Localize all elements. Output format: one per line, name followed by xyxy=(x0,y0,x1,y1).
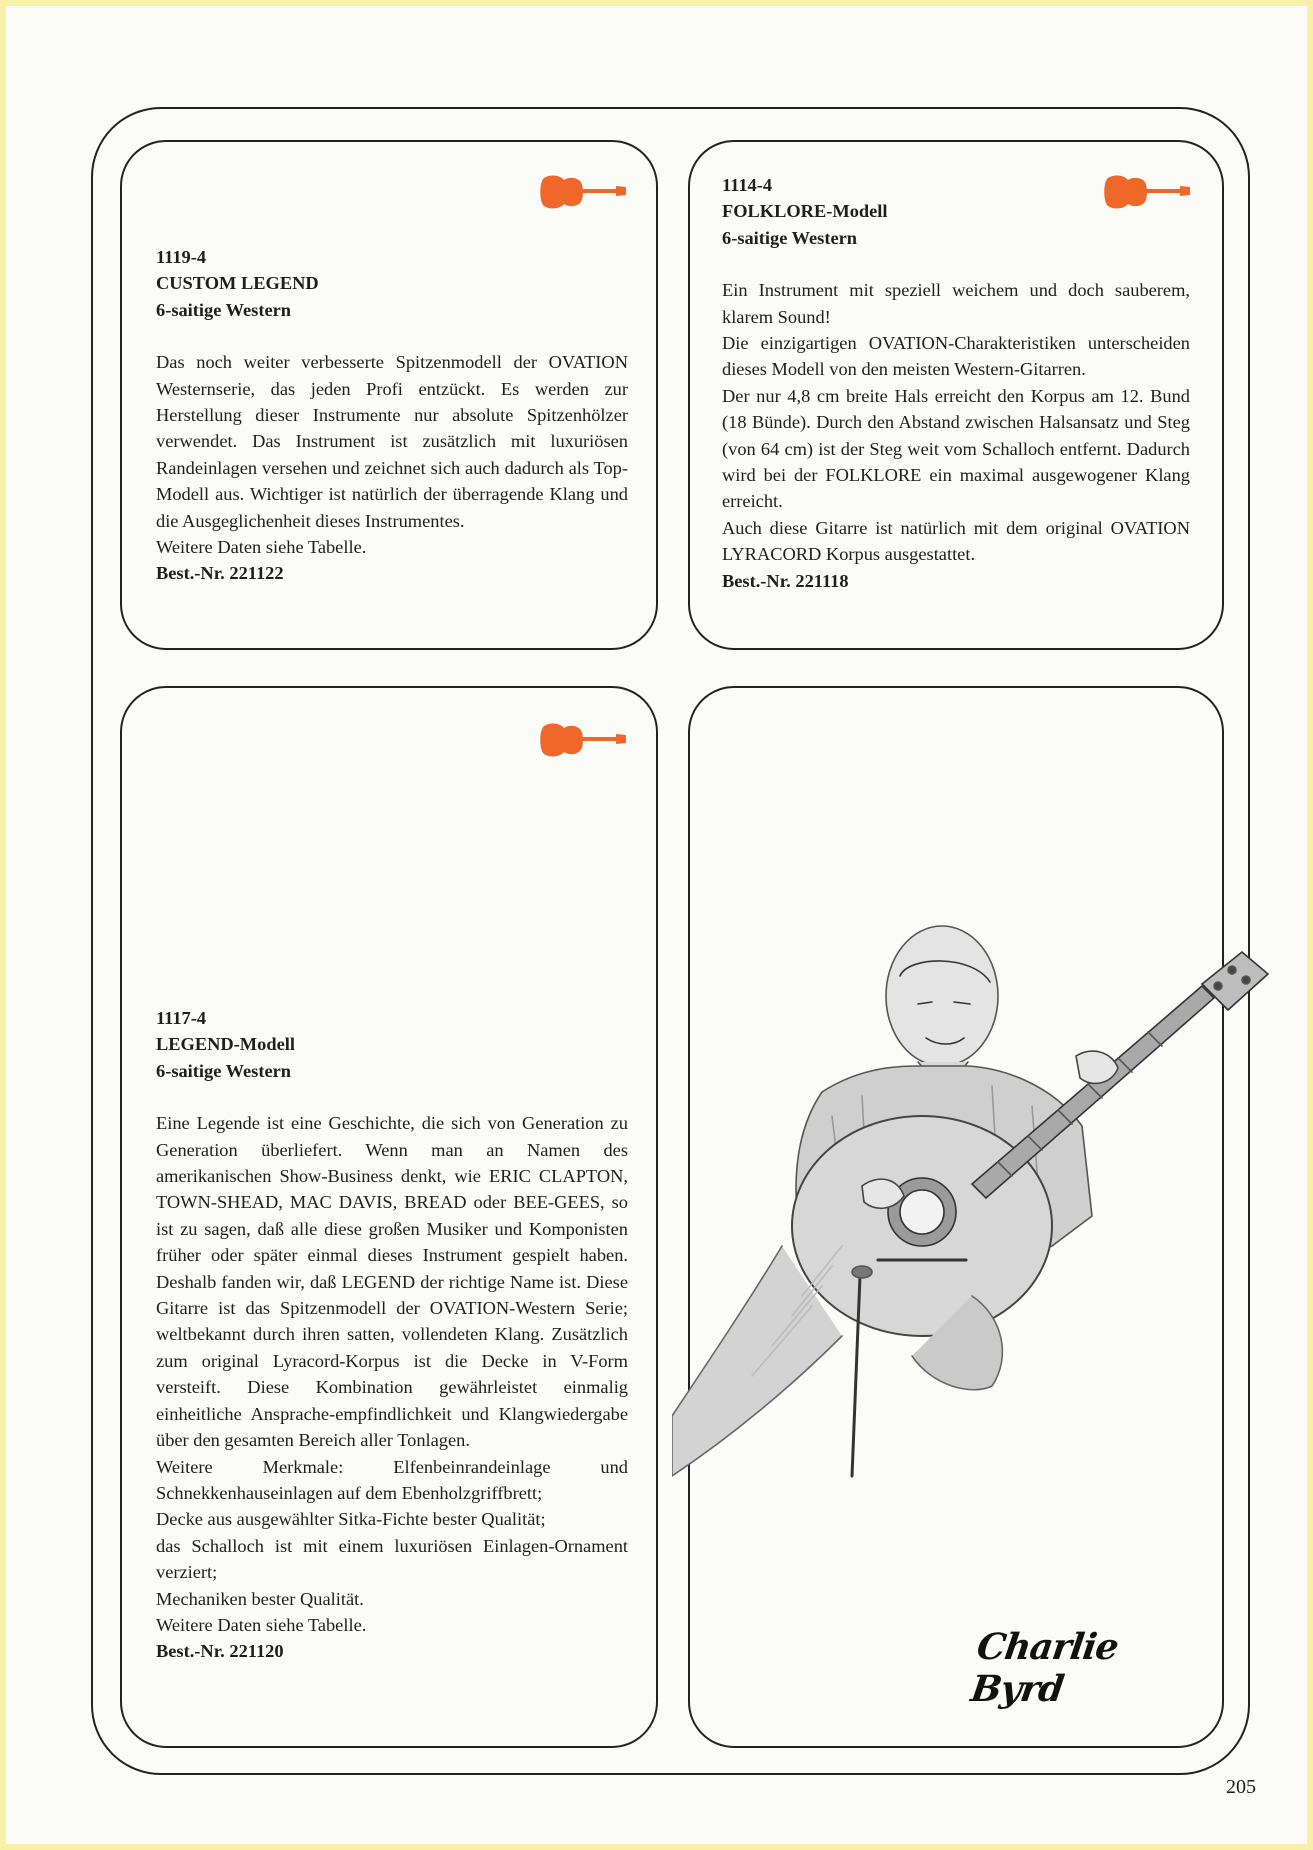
product-description: Der nur 4,8 cm breite Hals erreicht den Korpus am 12. Bund (18 Bünde). Durch den Abstand zwischen Halsansatz und Steg (von 64 cm) ist der Steg weit vom Schalloch entfernt. Dadurch wird bei der FOLKLORE ein maximal ausgewogener Klang erreicht. xyxy=(722,385,1190,512)
product-name: FOLKLORE-Modell xyxy=(722,201,888,222)
product-description: Eine Legende ist eine Geschichte, die sich von Generation zu Generation überliefert. Wenn man an Namen des amerikanischen Show-Business denkt, wie ERIC CLAPTON, TOWN-SHEAD, MAC DAVIS, BREAD oder BEE-GEES, so ist zu sagen, daß alle diese großen Musiker und Komponisten früher oder später einmal dieses Instrument gespielt haben. Deshalb fanden wir, daß LEGEND der richtige Name ist. Diese Gitarre ist das Spitzenmodell der OVATION-Western Serie; weltbekannt durch ihren satten, vollendeten Klang. Zusätzlich zum original Lyracord-Korpus ist die Decke in V-Form versteift. Diese Kombination gewährleistet einmalig einheitliche Ansprache-empfindlichkeit und Klangwiedergabe über den gesamten Bereich aller Tonlagen. xyxy=(156,1113,628,1451)
product-description: Weitere Daten siehe Tabelle. xyxy=(156,1614,367,1635)
order-number: Best.-Nr. 221122 xyxy=(156,563,284,584)
product-heading xyxy=(156,1005,628,1084)
product-description: Mechaniken bester Qualität. xyxy=(156,1588,364,1609)
product-name: LEGEND-Modell xyxy=(156,1034,295,1055)
product-text-legend xyxy=(156,1005,628,1665)
order-number: Best.-Nr. 221118 xyxy=(722,570,849,591)
product-description: Die einzigartigen OVATION-Charakteristiken unterscheiden dieses Modell von den meisten Western-Gitarren. xyxy=(722,333,1190,380)
guitar-icon xyxy=(540,172,628,212)
product-description: Auch diese Gitarre ist natürlich mit dem original OVATION LYRACORD Korpus ausgestattet. xyxy=(722,517,1190,565)
product-description: Das noch weiter verbesserte Spitzenmodell der OVATION Westernserie, das jeden Profi entzückt. Es werden zur Herstellung dieser Instrumente nur absolute Spitzenhölzer verwendet. Das Instrument ist zusätzlich mit luxuriösen Randeinlagen versehen und zeichnet sich auch dadurch als Top-Modell aus. Wichtiger ist natürlich der überragende Klang und die Ausgeglichenheit dieses Instrumentes. xyxy=(156,352,628,531)
product-heading xyxy=(156,244,628,323)
product-name: CUSTOM LEGEND xyxy=(156,273,319,294)
guitar-icon xyxy=(540,720,628,760)
product-description: Weitere Merkmale: Elfenbeinrandeinlage und Schnekkenhauseinlagen auf dem Ebenholzgriffbrett; xyxy=(156,1456,628,1503)
product-code: 1119-4 xyxy=(156,247,207,267)
product-type: 6-saitige Western xyxy=(156,1060,292,1081)
product-code: 1117-4 xyxy=(156,1008,207,1028)
product-description: Weitere Daten siehe Tabelle. xyxy=(156,537,367,558)
product-description: das Schalloch ist mit einem luxuriösen Einlagen-Ornament verziert; xyxy=(156,1535,628,1583)
product-text-custom-legend xyxy=(156,244,628,587)
product-description: Decke aus ausgewählter Sitka-Fichte bester Qualität; xyxy=(156,1509,546,1530)
product-type: 6-saitige Western xyxy=(156,299,292,320)
product-type: 6-saitige Western xyxy=(722,227,858,248)
signature: Charlie Byrd xyxy=(968,1626,1121,1710)
order-number: Best.-Nr. 221120 xyxy=(156,1641,284,1662)
product-description: Ein Instrument mit speziell weichem und doch sauberem, klarem Sound! xyxy=(722,280,1190,327)
product-text-folklore xyxy=(722,172,1190,594)
product-code: 1114-4 xyxy=(722,175,773,195)
guitarist-sketch xyxy=(672,916,1270,1556)
product-heading xyxy=(722,172,1190,251)
page-number: 205 xyxy=(1226,1776,1256,1798)
